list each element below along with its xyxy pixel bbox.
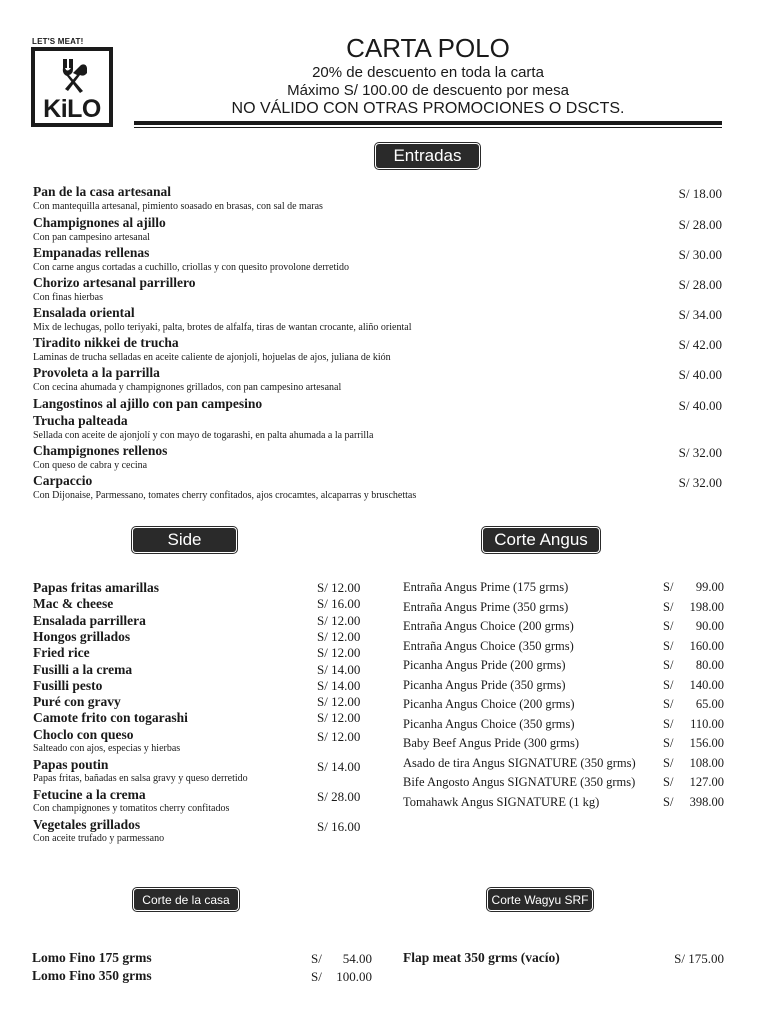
side-name: Fusilli a la crema <box>33 661 133 677</box>
angus-currency: S/ <box>663 716 674 731</box>
casa-amount: 100.00 <box>336 969 372 984</box>
entrada-price: S/ 18.00 <box>678 186 722 201</box>
side-price: S/ 12.00 <box>317 645 361 661</box>
entrada-description: Sellada con aceite de ajonjolí y con mayo de togarashi, en palta ahumada a la parrilla <box>33 430 374 441</box>
angus-currency: S/ <box>663 736 674 750</box>
cleaver-fork-icon <box>61 59 87 93</box>
angus-name: Entraña Angus Prime (175 grms) <box>403 580 569 594</box>
logo-tagline: LET'S MEAT! <box>32 37 84 46</box>
side-price: S/ 16.00 <box>317 596 361 612</box>
entrada-description: Mix de lechugas, pollo teriyaki, palta, brotes de alfalfa, tiras de wantan crocante, aliño oriental <box>33 322 412 333</box>
angus-amount: 108.00 <box>689 755 724 770</box>
side-name: Choclo con queso <box>33 726 134 742</box>
entrada-price: S/ 30.00 <box>678 247 722 262</box>
wagyu-name: Flap meat 350 grms (vacío) <box>403 950 560 965</box>
angus-name: Entraña Angus Choice (200 grms) <box>403 619 574 633</box>
entrada-name: Trucha palteada <box>33 413 128 428</box>
angus-amount: 65.00 <box>695 697 724 711</box>
angus-amount: 160.00 <box>689 638 724 653</box>
angus-name: Picanha Angus Pride (200 grms) <box>403 658 566 672</box>
entrada-name: Champignones rellenos <box>33 443 168 458</box>
side-description: Salteado con ajos, especias y hierbas <box>33 742 181 754</box>
angus-name: Asado de tira Angus SIGNATURE (350 grms) <box>403 755 636 770</box>
entrada-description: Laminas de trucha selladas en aceite caliente de ajonjoli, hojuelas de ajos, juliana de kión <box>33 352 391 363</box>
angus-currency: S/ <box>663 677 674 692</box>
entrada-price: S/ 40.00 <box>678 367 722 382</box>
side-price: S/ 16.00 <box>317 818 361 834</box>
entrada-price: S/ 32.00 <box>678 445 722 460</box>
entrada-description: Con pan campesino artesanal <box>33 232 150 243</box>
angus-amount: 156.00 <box>689 736 724 750</box>
side-name: Vegetales grillados <box>33 816 141 832</box>
side-price: S/ 12.00 <box>317 710 361 726</box>
side-price: S/ 14.00 <box>317 758 361 774</box>
angus-name: Entraña Angus Choice (350 grms) <box>403 638 574 653</box>
entrada-price: S/ 40.00 <box>678 398 722 413</box>
side-name: Fried rice <box>33 645 90 661</box>
entrada-description: Con mantequilla artesanal, pimiento soasado en brasas, con sal de maras <box>33 201 323 212</box>
angus-currency: S/ <box>663 755 674 770</box>
entrada-price: S/ 28.00 <box>678 217 722 232</box>
side-name: Camote frito con togarashi <box>33 710 188 726</box>
angus-currency: S/ <box>663 794 674 809</box>
entrada-name: Pan de la casa artesanal <box>33 184 171 199</box>
entrada-price: S/ 32.00 <box>678 475 722 490</box>
angus-currency: S/ <box>663 580 674 594</box>
casa-currency: S/ <box>311 951 322 966</box>
entrada-price: S/ 42.00 <box>678 337 722 352</box>
side-description: Con aceite trufado y parmessano <box>33 832 165 844</box>
wagyu-price: S/ 175.00 <box>674 951 724 966</box>
header-rule-thick <box>134 121 722 125</box>
entrada-price: S/ 34.00 <box>678 307 722 322</box>
angus-amount: 110.00 <box>690 716 724 731</box>
entrada-name: Provoleta a la parrilla <box>33 365 160 380</box>
angus-name: Baby Beef Angus Pride (300 grms) <box>403 736 580 750</box>
side-price: S/ 12.00 <box>317 580 361 595</box>
angus-currency: S/ <box>663 697 674 711</box>
entrada-name: Chorizo artesanal parrillero <box>33 275 196 290</box>
restriction-line: NO VÁLIDO CON OTRAS PROMOCIONES O DSCTS. <box>231 100 625 117</box>
side-name: Fusilli pesto <box>33 677 103 693</box>
angus-name: Picanha Angus Choice (350 grms) <box>403 716 575 731</box>
angus-name: Entraña Angus Prime (350 grms) <box>403 599 569 614</box>
angus-currency: S/ <box>663 638 674 653</box>
side-price: S/ 12.00 <box>317 694 361 710</box>
side-price: S/ 12.00 <box>317 728 361 744</box>
casa-currency: S/ <box>311 969 322 984</box>
angus-amount: 127.00 <box>689 775 724 789</box>
angus-amount: 90.00 <box>695 619 724 633</box>
section-corte-angus: Corte Angus <box>483 528 599 552</box>
angus-name: Tomahawk Angus SIGNATURE (1 kg) <box>403 794 600 809</box>
side-name: Papas poutin <box>33 756 109 772</box>
entrada-description: Con cecina ahumada y champignones grillados, con pan campesino artesanal <box>33 382 342 393</box>
angus-amount: 198.00 <box>689 599 724 614</box>
side-price: S/ 14.00 <box>317 677 361 693</box>
angus-currency: S/ <box>663 775 674 789</box>
angus-amount: 140.00 <box>689 677 724 692</box>
section-corte-wagyu: Corte Wagyu SRF <box>488 889 592 910</box>
entrada-description: Con Dijonaise, Parmessano, tomates cherry confitados, ajos crocamtes, alcaparras y bruschettas <box>33 490 417 501</box>
entrada-description: Con finas hierbas <box>33 292 103 303</box>
angus-amount: 80.00 <box>695 658 724 672</box>
side-description: Con champignones y tomatitos cherry confitados <box>33 802 230 814</box>
entrada-name: Carpaccio <box>33 473 93 488</box>
angus-amount: 398.00 <box>689 794 724 809</box>
casa-name: Lomo Fino 175 grms <box>32 950 152 965</box>
max-discount-line: Máximo S/ 100.00 de descuento por mesa <box>287 82 569 99</box>
logo <box>31 47 113 127</box>
side-name: Fetucine a la crema <box>33 786 146 802</box>
entrada-price: S/ 28.00 <box>678 277 722 292</box>
entrada-name: Tiradito nikkei de trucha <box>33 335 179 350</box>
side-price: S/ 28.00 <box>317 788 361 804</box>
angus-currency: S/ <box>663 658 674 672</box>
side-name: Ensalada parrillera <box>33 612 146 628</box>
entrada-name: Ensalada oriental <box>33 305 135 320</box>
entrada-name: Champignones al ajillo <box>33 215 166 230</box>
entrada-description: Con carne angus cortadas a cuchillo, criollas y con quesito provolone derretido <box>33 262 350 273</box>
discount-line: 20% de descuento en toda la carta <box>312 64 544 81</box>
casa-name: Lomo Fino 350 grms <box>32 968 152 983</box>
section-side: Side <box>133 528 236 552</box>
side-name: Hongos grillados <box>33 628 131 644</box>
angus-currency: S/ <box>663 619 674 633</box>
side-name: Papas fritas amarillas <box>33 580 159 595</box>
entrada-name: Empanadas rellenas <box>33 245 150 260</box>
casa-amount: 54.00 <box>342 951 372 966</box>
side-name: Puré con gravy <box>33 694 121 710</box>
angus-amount: 99.00 <box>695 580 724 594</box>
section-corte-casa: Corte de la casa <box>134 889 238 910</box>
entrada-description: Con queso de cabra y cecina <box>33 460 148 471</box>
angus-currency: S/ <box>663 599 674 614</box>
side-price: S/ 14.00 <box>317 661 361 677</box>
angus-name: Picanha Angus Choice (200 grms) <box>403 697 575 711</box>
menu-title: CARTA POLO <box>346 33 510 63</box>
side-price: S/ 12.00 <box>317 612 361 628</box>
angus-name: Bife Angosto Angus SIGNATURE (350 grms) <box>403 775 636 789</box>
side-price: S/ 12.00 <box>317 628 361 644</box>
side-name: Mac & cheese <box>33 596 114 612</box>
angus-name: Picanha Angus Pride (350 grms) <box>403 677 566 692</box>
side-description: Papas fritas, bañadas en salsa gravy y queso derretido <box>33 772 248 784</box>
header-rule-thin <box>134 127 722 128</box>
section-entradas: Entradas <box>376 144 479 168</box>
entrada-name: Langostinos al ajillo con pan campesino <box>33 396 263 411</box>
logo-wordmark: KiLO <box>43 95 101 123</box>
